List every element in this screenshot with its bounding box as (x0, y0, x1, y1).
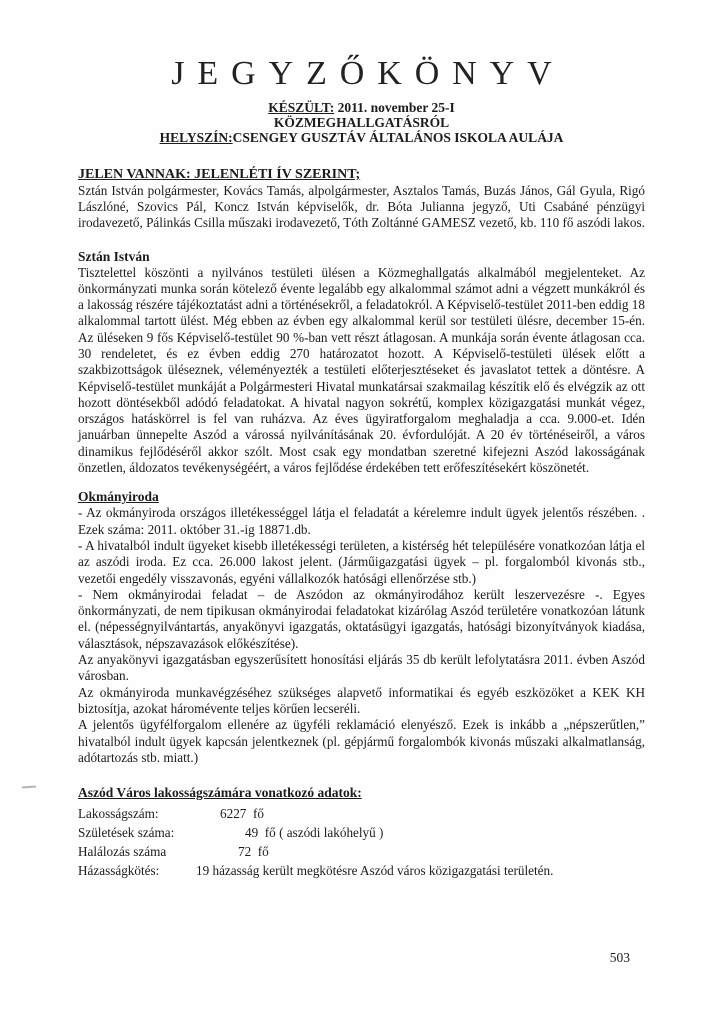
stat-label: Házasságkötés: (78, 863, 160, 879)
page-number: 503 (609, 950, 630, 965)
speech-paragraph: Tisztelettel köszönti a nyilvános testületi ülésen a Közmeghallgatás alkalmából megjelenteket. Az önkormányzati munka során kötelező évente legalább egy alkalommal számot adni a végzett munkákról és a lakosság részére tájékoztatást adni a történésekről, a feladatokról. A Képviselő-testület 2011-ben eddig 18 alkalommal tartott ülést. Még ebben az évben egy alkalommal kerül sor testületi ülésre, december 15-én. Az üléseken 9 fős Képviselő-testület 90 %-ban vett részt átlagosan. A munkája során évente átlagosan cca. 30 rendeletet, és ez évben eddig 270 határozatot hozott. A Képviselő-testületi ülések előtt a szakbizottságok üléseznek, véleményezték a testületi előterjesztéseket és javaslatot tettek a döntésre. A Képviselő-testület munkáját a Polgármesteri Hivatal munkatársai szakmailag készítik elő és elvégzik az ott hozott döntésekből adódó feladatokat. A hivatal nagyon sokrétű, komplex közigazgatási munkát végez, országos hatáskörrel is fel van ruházva. Az éves ügyiratforgalom meghaladja a cca. 9.000-et. Idén januárban ünnepelte Aszód a várossá nyilvánításának 20. évfordulóját. A 20 év történéseiről, a város dinamikus fejlődéséről akkor szólt. Most csak egy mondatban szeretné kifejezni Aszód lakosságának önzetlen, áldozatos tevékenységéért, a város fejlődése érdekében tett erőfeszítésekért köszönetét. (78, 264, 645, 476)
table-row (78, 842, 645, 861)
header-subject-line: KÖZMEGHALLGATÁSRÓL (273, 115, 450, 131)
okmanyiroda-paragraph: Az anyakönyvi igazgatásban egyszerűsített honosítási eljárás 35 db került lefolytatásra 2011. évben Aszód városban. (78, 652, 645, 684)
okmanyiroda-paragraph: - Nem okmányirodai feladat – de Aszódon az okmányirodához került leszervezésre -. Egyes önkormányzati, de nem tipikusan okmányirodai feladatokat kizárólag Aszód területére vonatkozóan látunk el. (népességnyilvántartás, anyakönyvi igazgatás, oktatásügyi igazgatás, hatósági bizonyítványok kiadása, választások, népszavazások előkészítése). (78, 586, 645, 651)
stat-label: Születések száma: (78, 825, 175, 841)
table-row (78, 804, 645, 823)
stat-value: 6227 fő (220, 806, 264, 822)
document-content (78, 0, 645, 880)
header-location-line (78, 130, 645, 145)
okmanyiroda-section (78, 505, 645, 766)
document-title: JEGYZŐKÖNYV (171, 55, 565, 92)
stat-label: Halálozás száma (78, 844, 167, 860)
scan-artifact-mark (22, 786, 36, 789)
okmanyiroda-paragraph: Az okmányiroda munkavégzéséhez szükséges alapvető informatikai és egyéb eszközöket a KEK KH biztosítja, azokat háromévente teljes körűen lecseréli. (78, 684, 645, 716)
attendance-paragraph: Sztán István polgármester, Kovács Tamás, alpolgármester, Asztalos Tamás, Buzás János, Gál Gyula, Rigó Lászlóné, Szovics Pál, Koncz István képviselők, dr. Bóta Julianna jegyző, Uti Csabáné pénzügyi irodavezető, Pálinkás Csilla műszaki irodavezető, Tóth Zoltánné GAMESZ vezető, kb. 110 fő aszódi lakos. (78, 182, 645, 231)
population-stats-heading: Aszód Város lakosságszámára vonatkozó adatok: (78, 785, 362, 801)
document-header (78, 100, 645, 146)
speaker-name: Sztán István (78, 248, 150, 264)
stat-label: Lakosságszám: (78, 806, 159, 822)
okmanyiroda-paragraph: A jelentős ügyfélforgalom ellenére az ügyféli reklamáció elenyésző. Ezek is inkább a „népszerűtlen,” hivatalból indult ügyek kapcsán jelentkeznek (pl. gépjármű forgalombók kivonás műszaki alkalmatlanság, adótartozás stb. miatt.) (78, 717, 645, 765)
okmanyiroda-heading: Okmányiroda (78, 489, 159, 505)
made-value: 2011. november 25-I (334, 100, 455, 115)
made-label: KÉSZÜLT: (268, 100, 335, 115)
location-label: HELYSZÍN: (159, 130, 233, 146)
stat-value: 72 fő (238, 844, 269, 860)
okmanyiroda-paragraph: - A hivatalból indult ügyeket kisebb illetékességi területen, a kistérség hét településére vonatkozóan látja el az aszódi iroda. Ez cca. 26.000 lakost jelent. (Járműigazgatási ügyek – pl. forgalomból kivonás stb., vezetői engedély visszavonás, egyéni vállalkozók hatósági ellenőrzése stb.) (78, 537, 645, 586)
table-row (78, 861, 645, 880)
stat-value: 49 fő ( aszódi lakóhelyű ) (245, 825, 384, 841)
population-stats-table (78, 804, 645, 880)
attendance-heading: JELEN VANNAK: JELENLÉTI ÍV SZERINT; (78, 166, 361, 182)
stat-value: 19 házasság került megkötésre Aszód város közigazgatási területén. (196, 863, 554, 879)
header-made-line (78, 100, 645, 115)
okmanyiroda-paragraph: - Az okmányiroda országos illetékességgel látja el feladatát a kérelemre indult ügyek jelentős részében. . Ezek száma: 2011. október 31.-ig 18871.db. (78, 505, 645, 537)
table-row (78, 823, 645, 842)
location-value: CSENGEY GUSZTÁV ÁLTALÁNOS ISKOLA AULÁJA (232, 130, 564, 146)
